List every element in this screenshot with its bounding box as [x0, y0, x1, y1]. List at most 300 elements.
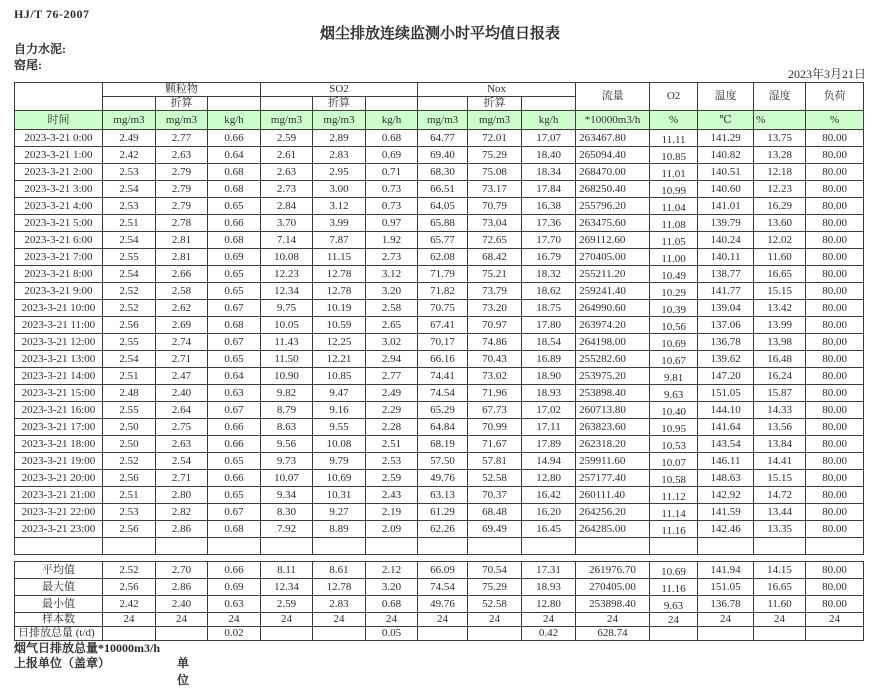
pm-group-header: 颗粒物	[103, 83, 261, 97]
value-cell: 0.68	[366, 130, 418, 147]
value-cell: 2.51	[366, 436, 418, 453]
value-cell: 263467.80	[576, 130, 650, 147]
value-cell: 10.67	[650, 351, 698, 368]
value-cell: 2.63	[156, 147, 208, 164]
value-cell: 146.11	[698, 453, 754, 470]
value-cell: 11.43	[261, 334, 313, 351]
value-cell: 80.00	[806, 317, 864, 334]
value-cell: 2.81	[156, 232, 208, 249]
value-cell: 0.66	[208, 215, 261, 232]
value-cell	[261, 627, 313, 641]
value-cell: 68.48	[468, 504, 522, 521]
value-cell: 57.81	[468, 453, 522, 470]
value-cell: 64.05	[418, 198, 468, 215]
value-cell: 24	[468, 613, 522, 627]
value-cell: 2.53	[366, 453, 418, 470]
value-cell: 10.59	[313, 317, 366, 334]
value-cell: 11.00	[650, 249, 698, 266]
value-cell: 13.44	[754, 504, 806, 521]
value-cell: 0.68	[208, 164, 261, 181]
value-cell: 72.01	[468, 130, 522, 147]
value-cell: 2.19	[366, 504, 418, 521]
value-cell: 24	[754, 613, 806, 627]
value-cell: 0.65	[208, 487, 261, 504]
value-cell: 80.00	[806, 266, 864, 283]
summary-label-cell: 最小值	[15, 596, 103, 613]
value-cell: 74.54	[418, 385, 468, 402]
value-cell: 70.79	[468, 198, 522, 215]
value-cell: 2.62	[156, 300, 208, 317]
value-cell: 11.05	[650, 232, 698, 249]
unit-cell: *10000m3/h	[576, 111, 650, 130]
value-cell: 0.05	[366, 627, 418, 641]
value-cell: 80.00	[806, 562, 864, 579]
value-cell: 263974.20	[576, 317, 650, 334]
unit-cell: %	[754, 111, 806, 130]
so2-group-header: SO2	[261, 83, 418, 97]
value-cell	[698, 627, 754, 641]
value-cell: 12.23	[261, 266, 313, 283]
value-cell: 2.71	[156, 470, 208, 487]
value-cell: 2.54	[103, 266, 156, 283]
value-cell: 0.42	[522, 627, 576, 641]
value-cell: 261976.70	[576, 562, 650, 579]
value-cell: 9.34	[261, 487, 313, 504]
value-cell: 0.69	[366, 147, 418, 164]
value-cell: 13.56	[754, 419, 806, 436]
value-cell: 2.55	[103, 249, 156, 266]
value-cell: 0.65	[208, 283, 261, 300]
value-cell: 141.77	[698, 283, 754, 300]
value-cell: 2.56	[103, 579, 156, 596]
value-cell: 2.52	[103, 283, 156, 300]
value-cell: 61.29	[418, 504, 468, 521]
value-cell: 139.62	[698, 351, 754, 368]
hourly-row	[15, 419, 864, 436]
hourly-row	[15, 198, 864, 215]
unit-cell: mg/m3	[468, 111, 522, 130]
time-cell: 2023-3-21 7:00	[15, 249, 103, 266]
value-cell: 2.63	[261, 164, 313, 181]
blank-cell	[366, 538, 418, 555]
value-cell: 265094.40	[576, 147, 650, 164]
value-cell: 16.42	[522, 487, 576, 504]
value-cell: 80.00	[806, 385, 864, 402]
value-cell: 52.58	[468, 470, 522, 487]
value-cell: 141.59	[698, 504, 754, 521]
value-cell: 0.63	[208, 596, 261, 613]
value-cell: 70.99	[468, 419, 522, 436]
hourly-row	[15, 368, 864, 385]
value-cell: 2.43	[366, 487, 418, 504]
value-cell	[468, 627, 522, 641]
blank-cell	[156, 538, 208, 555]
company-name: 自力水泥:	[14, 42, 66, 56]
value-cell: 75.08	[468, 164, 522, 181]
value-cell: 12.34	[261, 283, 313, 300]
value-cell: 2.66	[156, 266, 208, 283]
value-cell: 24	[806, 613, 864, 627]
value-cell: 11.15	[313, 249, 366, 266]
summary-label-cell: 平均值	[15, 562, 103, 579]
value-cell: 73.04	[468, 215, 522, 232]
value-cell: 70.37	[468, 487, 522, 504]
value-cell: 66.16	[418, 351, 468, 368]
value-cell: 2.56	[103, 521, 156, 538]
value-cell: 2.49	[366, 385, 418, 402]
time-cell: 2023-3-21 18:00	[15, 436, 103, 453]
hourly-row	[15, 215, 864, 232]
value-cell: 2.53	[103, 504, 156, 521]
value-cell: 0.66	[208, 419, 261, 436]
blank-cell	[261, 538, 313, 555]
value-cell: 70.54	[468, 562, 522, 579]
value-cell: 3.20	[366, 283, 418, 300]
hourly-row	[15, 317, 864, 334]
value-cell: 2.86	[156, 579, 208, 596]
value-cell: 16.45	[522, 521, 576, 538]
value-cell: 3.70	[261, 215, 313, 232]
value-cell: 262318.20	[576, 436, 650, 453]
value-cell: 17.36	[522, 215, 576, 232]
value-cell: 2.52	[103, 562, 156, 579]
value-cell: 9.27	[313, 504, 366, 521]
value-cell: 264990.60	[576, 300, 650, 317]
value-cell: 0.68	[208, 317, 261, 334]
value-cell: 18.40	[522, 147, 576, 164]
value-cell: 74.41	[418, 368, 468, 385]
value-cell: 17.84	[522, 181, 576, 198]
time-cell: 2023-3-21 15:00	[15, 385, 103, 402]
value-cell: 2.54	[103, 232, 156, 249]
value-cell: 75.21	[468, 266, 522, 283]
value-cell: 270405.00	[576, 249, 650, 266]
value-cell: 2.59	[261, 596, 313, 613]
blank-cell	[754, 538, 806, 555]
value-cell: 0.65	[208, 351, 261, 368]
value-cell: 10.69	[313, 470, 366, 487]
value-cell: 2.52	[103, 453, 156, 470]
value-cell: 0.66	[208, 562, 261, 579]
value-cell: 143.54	[698, 436, 754, 453]
value-cell: 66.51	[418, 181, 468, 198]
value-cell: 0.97	[366, 215, 418, 232]
value-cell: 2.28	[366, 419, 418, 436]
value-cell: 11.08	[650, 215, 698, 232]
value-cell: 0.64	[208, 147, 261, 164]
blank-cell	[103, 97, 156, 111]
time-cell: 2023-3-21 8:00	[15, 266, 103, 283]
value-cell: 2.53	[103, 198, 156, 215]
time-cell: 2023-3-21 10:00	[15, 300, 103, 317]
value-cell: 263475.60	[576, 215, 650, 232]
value-cell	[806, 627, 864, 641]
value-cell: 73.17	[468, 181, 522, 198]
value-cell: 140.11	[698, 249, 754, 266]
value-cell: 10.05	[261, 317, 313, 334]
hourly-row	[15, 402, 864, 419]
value-cell: 67.41	[418, 317, 468, 334]
value-cell: 70.17	[418, 334, 468, 351]
value-cell: 8.11	[261, 562, 313, 579]
value-cell: 7.87	[313, 232, 366, 249]
value-cell: 2.51	[103, 368, 156, 385]
value-cell: 2.29	[366, 402, 418, 419]
value-cell: 10.40	[650, 402, 698, 419]
value-cell: 80.00	[806, 130, 864, 147]
value-cell: 2.40	[156, 596, 208, 613]
value-cell: 24	[522, 613, 576, 627]
value-cell: 65.88	[418, 215, 468, 232]
value-cell: 140.82	[698, 147, 754, 164]
value-cell: 2.94	[366, 351, 418, 368]
blank-cell	[522, 97, 576, 111]
time-cell: 2023-3-21 12:00	[15, 334, 103, 351]
value-cell: 10.08	[261, 249, 313, 266]
value-cell: 17.89	[522, 436, 576, 453]
value-cell: 14.15	[754, 562, 806, 579]
value-cell: 16.29	[754, 198, 806, 215]
value-cell: 10.07	[650, 453, 698, 470]
hourly-row	[15, 385, 864, 402]
hourly-row	[15, 436, 864, 453]
value-cell: 10.69	[650, 334, 698, 351]
value-cell: 2.79	[156, 181, 208, 198]
value-cell: 57.50	[418, 453, 468, 470]
value-cell: 69.49	[468, 521, 522, 538]
value-cell: 64.84	[418, 419, 468, 436]
unit-label: 单位	[177, 656, 190, 687]
value-cell: 3.20	[366, 579, 418, 596]
value-cell: 10.53	[650, 436, 698, 453]
time-cell: 2023-3-21 5:00	[15, 215, 103, 232]
hourly-row	[15, 453, 864, 470]
value-cell: 11.14	[650, 504, 698, 521]
summary-row	[15, 579, 864, 596]
value-cell: 268470.00	[576, 164, 650, 181]
value-cell: 75.29	[468, 147, 522, 164]
value-cell: 80.00	[806, 419, 864, 436]
hourly-row	[15, 181, 864, 198]
monitoring-location: 窑尾:	[14, 58, 42, 72]
value-cell: 11.01	[650, 164, 698, 181]
value-cell: 80.00	[806, 283, 864, 300]
value-cell: 2.73	[366, 249, 418, 266]
value-cell: 18.62	[522, 283, 576, 300]
value-cell: 80.00	[806, 487, 864, 504]
value-cell: 9.55	[313, 419, 366, 436]
value-cell: 2.75	[156, 419, 208, 436]
unit-cell: kg/h	[366, 111, 418, 130]
blank-cell	[15, 538, 103, 555]
hourly-row	[15, 130, 864, 147]
value-cell: 253975.20	[576, 368, 650, 385]
value-cell: 49.76	[418, 470, 468, 487]
value-cell: 75.29	[468, 579, 522, 596]
value-cell: 2.61	[261, 147, 313, 164]
time-cell: 2023-3-21 3:00	[15, 181, 103, 198]
value-cell: 10.99	[650, 181, 698, 198]
value-cell: 2.82	[156, 504, 208, 521]
summary-row	[15, 596, 864, 613]
value-cell: 9.16	[313, 402, 366, 419]
hourly-row	[15, 470, 864, 487]
humidity-header: 湿度	[754, 83, 806, 111]
unit-cell: mg/m3	[156, 111, 208, 130]
value-cell: 264198.00	[576, 334, 650, 351]
value-cell: 14.72	[754, 487, 806, 504]
value-cell: 13.99	[754, 317, 806, 334]
value-cell: 1.92	[366, 232, 418, 249]
value-cell: 253898.40	[576, 596, 650, 613]
value-cell: 11.04	[650, 198, 698, 215]
time-cell: 2023-3-21 9:00	[15, 283, 103, 300]
value-cell: 12.21	[313, 351, 366, 368]
value-cell: 12.18	[754, 164, 806, 181]
value-cell: 10.07	[261, 470, 313, 487]
value-cell: 16.65	[754, 266, 806, 283]
value-cell: 80.00	[806, 215, 864, 232]
value-cell: 0.67	[208, 504, 261, 521]
value-cell: 62.08	[418, 249, 468, 266]
value-cell	[313, 627, 366, 641]
value-cell: 18.93	[522, 385, 576, 402]
value-cell: 255796.20	[576, 198, 650, 215]
group-header-row	[15, 83, 864, 97]
value-cell: 12.78	[313, 283, 366, 300]
value-cell: 71.82	[418, 283, 468, 300]
value-cell: 141.01	[698, 198, 754, 215]
blank-row	[15, 538, 864, 555]
value-cell: 2.56	[103, 470, 156, 487]
value-cell: 3.02	[366, 334, 418, 351]
value-cell: 15.15	[754, 283, 806, 300]
value-cell: 10.49	[650, 266, 698, 283]
value-cell: 142.92	[698, 487, 754, 504]
value-cell: 2.84	[261, 198, 313, 215]
value-cell: 16.89	[522, 351, 576, 368]
hourly-row	[15, 147, 864, 164]
load-header: 负荷	[806, 83, 864, 111]
flow-header: 流量	[576, 83, 650, 111]
value-cell: 0.65	[208, 453, 261, 470]
value-cell: 16.38	[522, 198, 576, 215]
value-cell: 17.80	[522, 317, 576, 334]
value-cell: 80.00	[806, 504, 864, 521]
value-cell: 73.02	[468, 368, 522, 385]
value-cell: 0.68	[208, 521, 261, 538]
value-cell: 18.93	[522, 579, 576, 596]
summary-label-cell: 最大值	[15, 579, 103, 596]
report-table-area	[14, 82, 866, 641]
value-cell: 17.31	[522, 562, 576, 579]
value-cell: 2.51	[103, 487, 156, 504]
blank-cell	[468, 538, 522, 555]
value-cell: 9.79	[313, 453, 366, 470]
value-cell: 15.87	[754, 385, 806, 402]
value-cell: 8.30	[261, 504, 313, 521]
value-cell	[156, 627, 208, 641]
value-cell: 24	[698, 613, 754, 627]
unit-cell: mg/m3	[261, 111, 313, 130]
value-cell: 0.02	[208, 627, 261, 641]
unit-cell: mg/m3	[418, 111, 468, 130]
value-cell: 16.48	[754, 351, 806, 368]
blank-cell	[698, 538, 754, 555]
value-cell: 64.77	[418, 130, 468, 147]
value-cell: 2.79	[156, 198, 208, 215]
hourly-row	[15, 351, 864, 368]
value-cell: 68.42	[468, 249, 522, 266]
value-cell: 14.41	[754, 453, 806, 470]
blank-cell	[208, 538, 261, 555]
value-cell: 17.07	[522, 130, 576, 147]
value-cell: 10.31	[313, 487, 366, 504]
value-cell: 2.54	[103, 351, 156, 368]
value-cell: 13.28	[754, 147, 806, 164]
value-cell: 13.42	[754, 300, 806, 317]
value-cell: 7.92	[261, 521, 313, 538]
value-cell: 72.65	[468, 232, 522, 249]
value-cell: 80.00	[806, 470, 864, 487]
value-cell: 137.06	[698, 317, 754, 334]
value-cell: 9.63	[650, 385, 698, 402]
value-cell: 2.48	[103, 385, 156, 402]
value-cell: 2.73	[261, 181, 313, 198]
value-cell: 12.23	[754, 181, 806, 198]
value-cell: 2.56	[103, 317, 156, 334]
value-cell: 268250.40	[576, 181, 650, 198]
blank-cell	[650, 538, 698, 555]
value-cell: 2.95	[313, 164, 366, 181]
report-date: 2023年3月21日	[787, 67, 866, 81]
value-cell: 16.79	[522, 249, 576, 266]
value-cell: 2.77	[366, 368, 418, 385]
value-cell: 2.83	[313, 147, 366, 164]
value-cell: 80.00	[806, 436, 864, 453]
flue-gas-total-note: 烟气日排放总量*10000m3/h	[14, 641, 161, 655]
value-cell: 80.00	[806, 334, 864, 351]
value-cell: 67.73	[468, 402, 522, 419]
value-cell: 2.83	[313, 596, 366, 613]
temperature-header: 温度	[698, 83, 754, 111]
time-header: 时间	[15, 111, 103, 130]
value-cell: 2.55	[103, 402, 156, 419]
value-cell: 2.58	[366, 300, 418, 317]
value-cell: 71.96	[468, 385, 522, 402]
value-cell: 2.55	[103, 334, 156, 351]
value-cell: 10.85	[313, 368, 366, 385]
value-cell: 52.58	[468, 596, 522, 613]
value-cell: 0.66	[208, 470, 261, 487]
hourly-row	[15, 283, 864, 300]
blank-cell	[418, 538, 468, 555]
page-title: 烟尘排放连续监测小时平均值日报表	[319, 26, 560, 42]
blank-cell	[366, 97, 418, 111]
value-cell: 24	[418, 613, 468, 627]
value-cell: 0.66	[208, 130, 261, 147]
value-cell: 11.60	[754, 596, 806, 613]
value-cell: 2.52	[103, 300, 156, 317]
value-cell: 141.29	[698, 130, 754, 147]
nox-group-header: Nox	[418, 83, 576, 97]
report-unit-label: 上报单位（盖章）	[14, 656, 111, 670]
value-cell: 24	[650, 613, 698, 627]
value-cell: 0.66	[208, 436, 261, 453]
blank-cell	[313, 538, 366, 555]
value-cell: 9.82	[261, 385, 313, 402]
value-cell: 2.53	[103, 164, 156, 181]
